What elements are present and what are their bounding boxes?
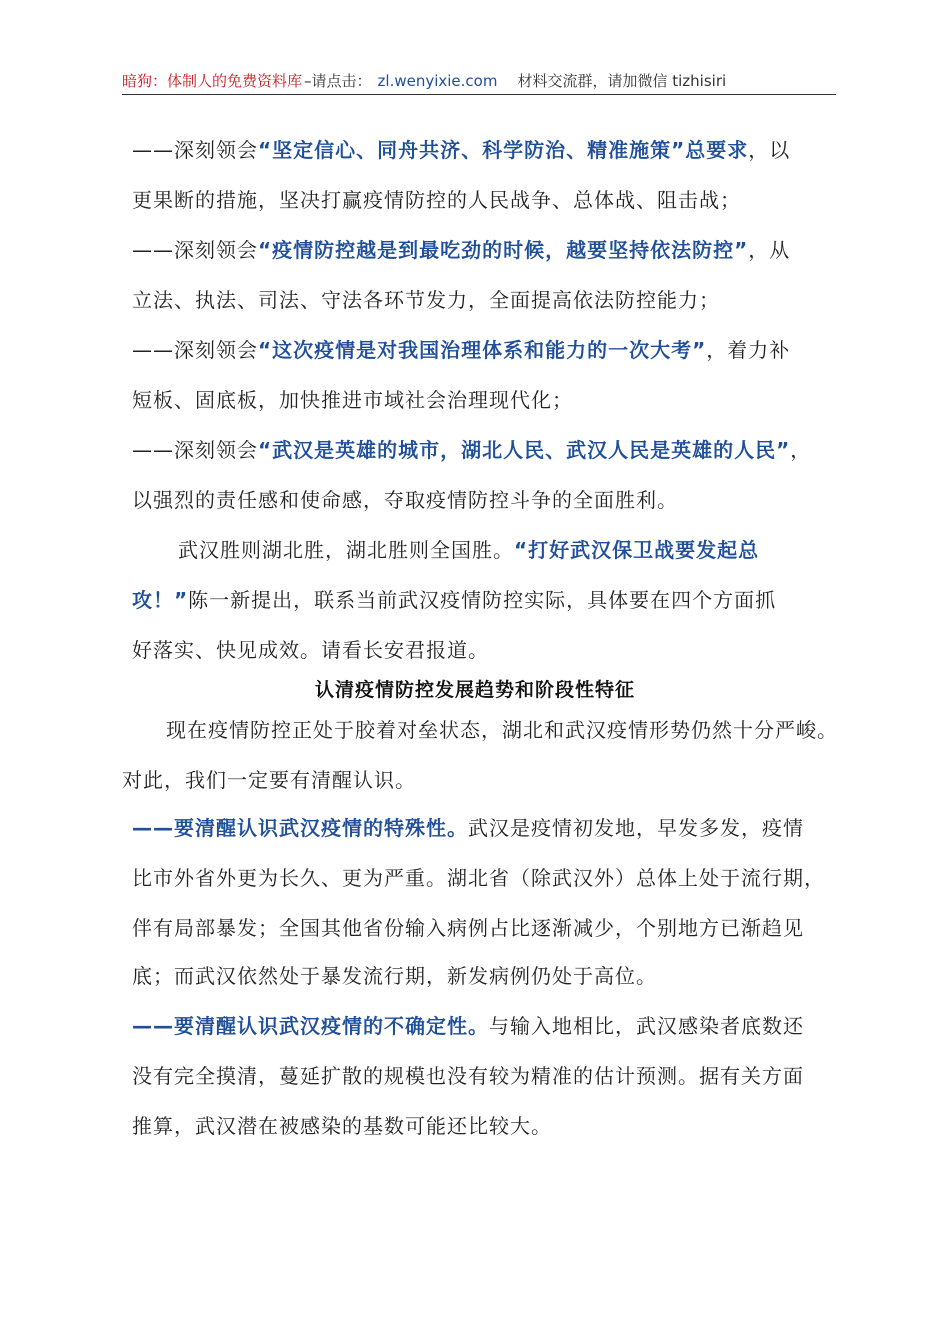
item-lead: ——深刻领会	[132, 438, 258, 462]
paragraph-line: 现在疫情防控正处于胶着对垒状态，湖北和武汉疫情形势仍然十分严峻。	[166, 718, 838, 742]
item-tail: ，从	[748, 238, 791, 262]
item-continuation: 更果断的措施，坚决打赢疫情防控的人民战争、总体战、阻击战；	[132, 188, 741, 212]
header-brand: 暗狗：体制人的免费资料库	[122, 72, 303, 90]
point-line	[132, 814, 804, 842]
item-quote: “武汉是英雄的城市，湖北人民、武汉人民是英雄的人民”	[258, 438, 791, 462]
page-header	[122, 68, 836, 95]
paragraph-text: 武汉胜则湖北胜，湖北胜则全国胜。	[178, 538, 514, 562]
paragraph-line: 好落实、快见成效。请看长安君报道。	[132, 638, 489, 662]
item-quote: “疫情防控越是到最吃劲的时候，越要坚持依法防控”	[258, 238, 749, 262]
item-line	[132, 236, 790, 264]
point-title: ——要清醒认识武汉疫情的特殊性。	[132, 816, 468, 840]
point-line: 比市外省外更为长久、更为严重。湖北省（除武汉外）总体上处于流行期，	[132, 866, 825, 890]
item-tail: ，	[790, 438, 812, 462]
header-wechat-group: 材料交流群，请加微信 tizhisiri	[517, 72, 727, 90]
item-tail: ，着力补	[706, 338, 791, 362]
item-continuation: 短板、固底板，加快推进市域社会治理现代化；	[132, 388, 573, 412]
point-text: 武汉是疫情初发地，早发多发，疫情	[468, 816, 804, 840]
item-tail: ，以	[748, 138, 791, 162]
header-prompt: –请点击：	[304, 72, 372, 90]
paragraph-line	[178, 536, 759, 564]
item-continuation: 以强烈的责任感和使命感，夺取疫情防控斗争的全面胜利。	[132, 488, 678, 512]
point-line: 底；而武汉依然处于暴发流行期，新发病例仍处于高位。	[132, 964, 657, 988]
point-text: 与输入地相比，武汉感染者底数还	[489, 1014, 804, 1038]
item-line	[132, 436, 811, 464]
point-line: 伴有局部暴发；全国其他省份输入病例占比逐渐减少，个别地方已渐趋见	[132, 916, 804, 940]
item-continuation: 立法、执法、司法、守法各环节发力，全面提高依法防控能力；	[132, 288, 720, 312]
item-line	[132, 136, 790, 164]
item-quote: “坚定信心、同舟共济、科学防治、精准施策”总要求	[258, 138, 749, 162]
header-site-link[interactable]: zl.wenyixie.com	[377, 72, 498, 90]
paragraph-line	[132, 586, 776, 614]
paragraph-quote: 攻！”	[132, 588, 189, 612]
paragraph-text: 陈一新提出，联系当前武汉疫情防控实际，具体要在四个方面抓	[188, 588, 777, 612]
paragraph-quote: “打好武汉保卫战要发起总	[514, 538, 760, 562]
item-line	[132, 336, 790, 364]
item-lead: ——深刻领会	[132, 138, 258, 162]
item-lead: ——深刻领会	[132, 338, 258, 362]
point-title: ——要清醒认识武汉疫情的不确定性。	[132, 1014, 489, 1038]
section-title: 认清疫情防控发展趋势和阶段性特征	[314, 679, 635, 701]
point-line: 没有完全摸清，蔓延扩散的规模也没有较为精准的估计预测。据有关方面	[132, 1064, 804, 1088]
item-lead: ——深刻领会	[132, 238, 258, 262]
item-quote: “这次疫情是对我国治理体系和能力的一次大考”	[258, 338, 707, 362]
paragraph-line: 对此，我们一定要有清醒认识。	[122, 768, 416, 792]
point-line: 推算，武汉潜在被感染的基数可能还比较大。	[132, 1114, 552, 1138]
point-line	[132, 1012, 804, 1040]
